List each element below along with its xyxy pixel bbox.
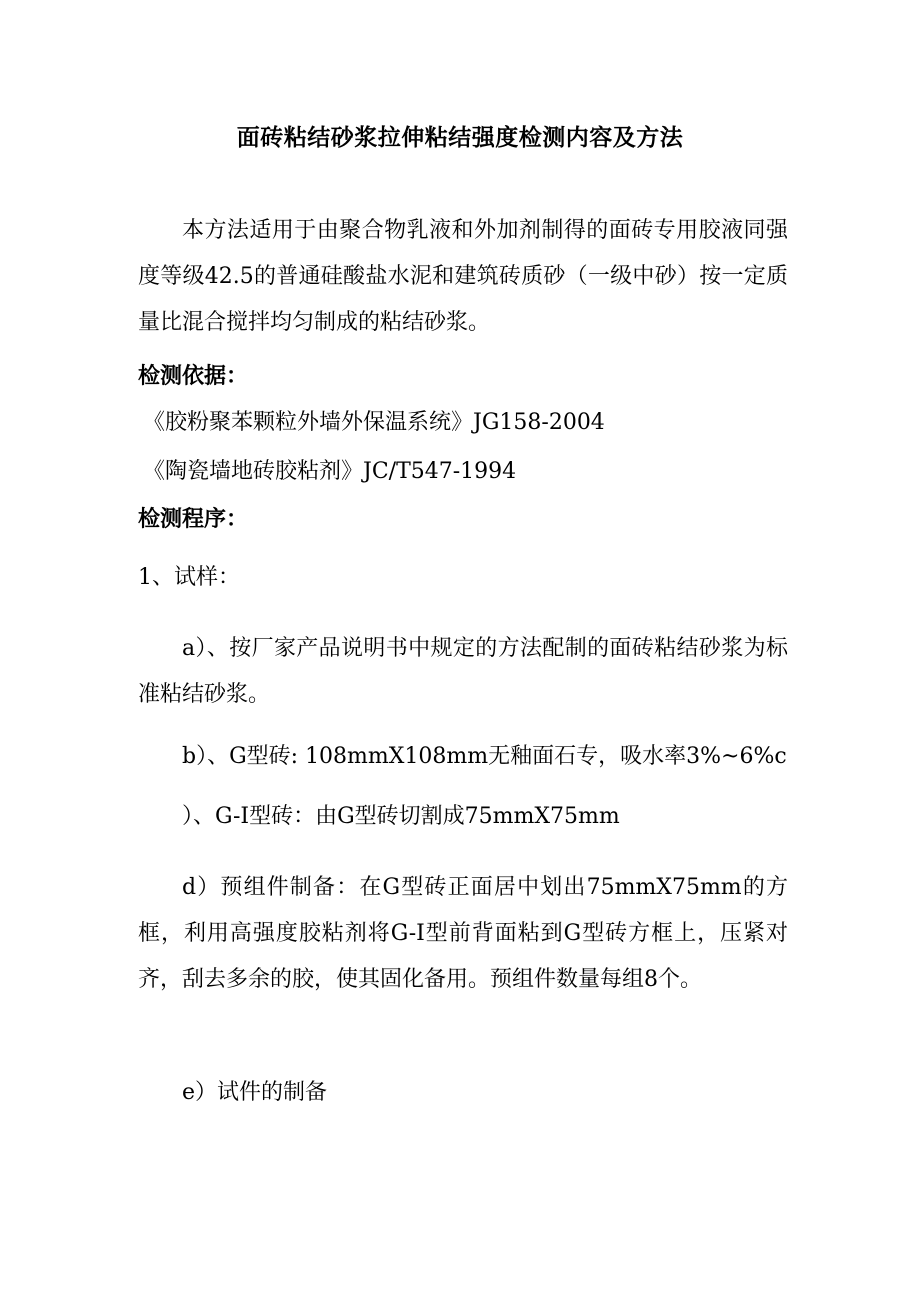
basis-item-2: 《陶瓷墙地砖胶粘剂》JC/T547-1994 (143, 459, 517, 484)
basis-heading: 检测依据： (138, 363, 249, 389)
item-b-line: b）、G型砖: 108mmX108mm无釉面石专，吸水率3%~6%c (182, 744, 787, 769)
item-d-paragraph: d）预组件制备：在G型砖正面居中划出75mmX75mm的方框，利用高强度胶粘剂将G-I型前背面粘到G型砖方框上，压紧对齐，刮去多余的胶，使其固化备用。预组件数量每组8个。 (138, 875, 788, 992)
procedure-heading: 检测程序： (138, 506, 249, 532)
step-1-sample: 1、试样： (138, 565, 240, 590)
item-c-line: ）、G-I型砖：由G型砖切割成75mmX75mm (182, 804, 620, 829)
basis-item-1: 《胶粉聚苯颗粒外墙外保温系统》JG158-2004 (143, 410, 605, 435)
item-e-line: e）试件的制备 (182, 1080, 328, 1105)
document-title: 面砖粘结砂浆拉伸粘结强度检测内容及方法 (236, 124, 684, 151)
intro-paragraph: 本方法适用于由聚合物乳液和外加剂制得的面砖专用胶液同强度等级42.5的普通硅酸盐水泥和建筑砖质砂（一级中砂）按一定质量比混合搅拌均匀制成的粘结砂浆。 (138, 218, 788, 335)
item-a-paragraph: a）、按厂家产品说明书中规定的方法配制的面砖粘结砂浆为标准粘结砂浆。 (138, 636, 788, 707)
